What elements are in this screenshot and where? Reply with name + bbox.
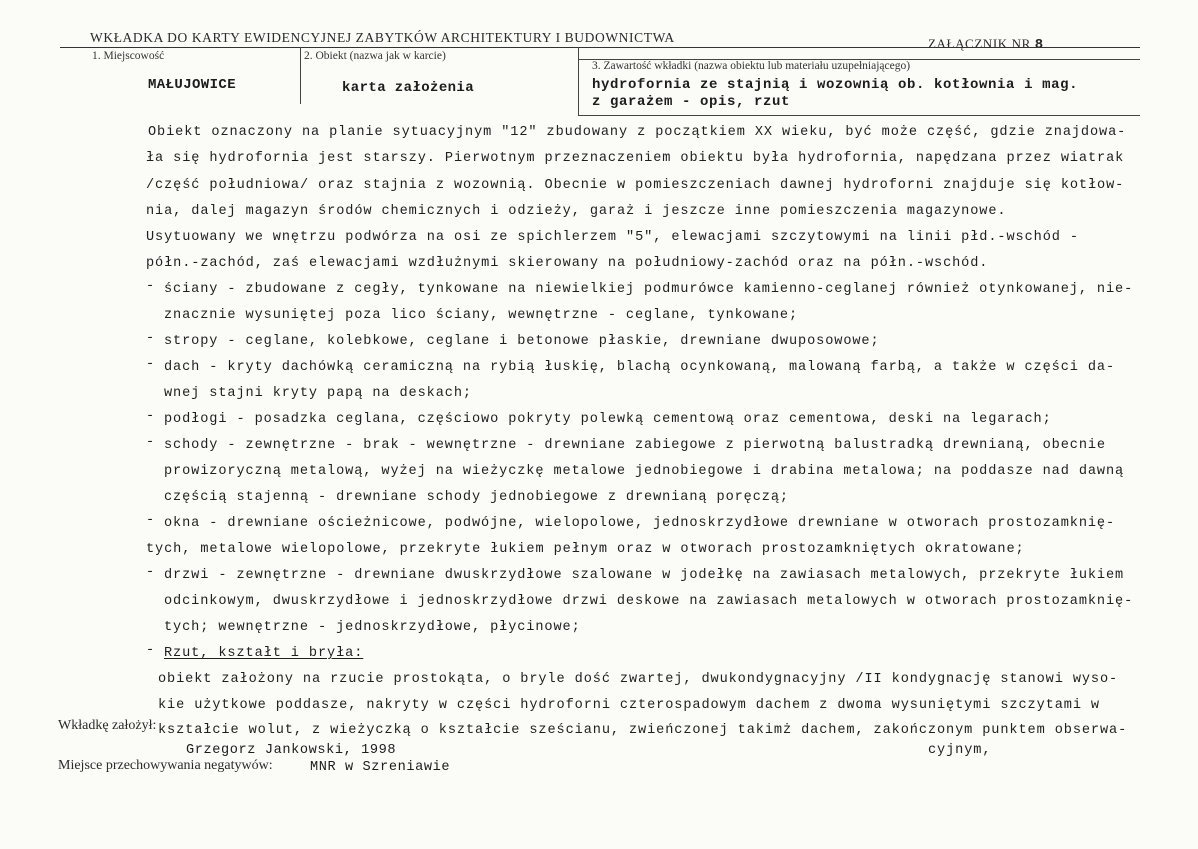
header-rule [60,47,1140,48]
object-value: karta założenia [342,80,475,96]
field-3-bottom-rule [578,115,1140,116]
body-line-25: cyjnym, [928,743,992,758]
body-line-10: dach - kryty dachówką ceramiczną na rybią łuskię, blachą ocynkowaną, malowaną farbą, a także w części da- [164,360,1116,375]
field-divider-2 [578,47,579,116]
body-line-14: prowizoryczną metalową, wyżej na wieżyczkę metalowe jednobiegowe i drabina metalowa; na poddasze nad dawną [164,464,1125,479]
body-line-22: obiekt założony na rzucie prostokąta, o bryle dość zwartej, dwukondygnacyjny /II kondygnację stanowi wyso- [158,672,1119,687]
bullet-walls: - [146,279,156,294]
body-line-17: tych, metalowe wielopolowe, przekryte łukiem pełnym oraz w otworach prostozamkniętych okratowane; [146,542,1025,557]
body-line-15: częścią stajenną - drewniane schody jednobiegowe z drewnianą poręczą; [164,490,789,505]
body-line-20: tych; wewnętrzne - jednoskrzydłowe, płycinowe; [164,620,581,635]
content-line-1: hydrofornia ze stajnią i wozownią ob. kotłownia i mag. [592,77,1079,93]
body-line-8: znacznie wysuniętej poza lico ściany, wewnętrzne - ceglane, tynkowane; [164,308,799,323]
body-line-7: ściany - zbudowane z cegły, tynkowane na niewielkiej podmurówce kamienno-ceglanej również otynkowanej, nie- [164,282,1134,297]
body-line-23: kie użytkowe poddasze, nakryty w części hydroforni czterospadowym dachem z dwoma wysuniętymi szczytami w [158,698,1100,713]
body-line-6: półn.-zachód, zaś elewacjami wzdłużnymi skierowany na południowy-zachód oraz na półn.-wschód. [146,256,989,271]
author-value: Grzegorz Jankowski, 1998 [186,743,397,758]
section-heading-plan: Rzut, kształt i bryła: [164,646,364,661]
body-line-2: ła się hydrofornia jest starszy. Pierwotnym przeznaczeniem obiektu była hydrofornia, napędzana przez wiatrak [146,151,1125,166]
field-divider-1 [300,47,301,104]
bullet-plan: - [146,643,156,658]
body-line-24: kształcie wolut, z wieżyczką o kształcie sześcianu, zwieńczonej takimż dachem, zakończonym punktem obserwa- [158,723,1128,738]
bullet-floors: - [146,409,156,424]
body-line-13: schody - zewnętrzne - brak - wewnętrzne - drewniane zabiegowe z pierwotną balustradką drewnianą, obecnie [164,438,1106,453]
bullet-roof: - [146,357,156,372]
body-line-18: drzwi - zewnętrzne - drewniane dwuskrzydłowe szalowane w jodełkę na zawiasach metalowych, przekryte łukiem [164,568,1125,583]
form-title: WKŁADKA DO KARTY EWIDENCYJNEJ ZABYTKÓW ARCHITEKTURY I BUDOWNICTWA [90,30,675,45]
body-line-11: wnej stajni kryty papą na deskach; [164,386,472,401]
body-line-19: odcinkowym, dwuskrzydłowe i jednoskrzydłowe drzwi deskowe na zawiasach metalowych w otworach prostozamknię- [164,594,1134,609]
field-2-label: 2. Obiekt (nazwa jak w karcie) [304,50,446,62]
bullet-stairs: - [146,435,156,450]
annex-number: 8 [1034,37,1044,53]
negatives-value: MNR w Szreniawie [310,760,451,775]
field-3-label: 3. Zawartość wkładki (nazwa obiektu lub materiału uzupełniającego) [592,60,911,72]
bullet-ceilings: - [146,331,156,346]
locality-value: MAŁUJOWICE [148,77,237,93]
annex-label-text: ZAŁĄCZNIK NR [928,36,1031,51]
body-line-16: okna - drewniane ościeżnicowe, podwójne, wielopolowe, jednoskrzydłowe drewniane w otworach prostozamknię- [164,516,1116,531]
field-1-label: 1. Miejscowość [92,50,165,62]
body-line-4: nia, dalej magazyn środów chemicznych i odzieży, garaż i jeszcze inne pomieszczenia magazynowe. [146,204,1007,219]
bullet-windows: - [146,513,156,528]
body-line-5: Usytuowany we wnętrzu podwórza na osi ze spichlerzem "5", elewacjami szczytowymi na linii płd.-wschód - [146,230,1079,245]
bullet-doors: - [146,565,156,580]
content-line-2: z garażem - opis, rzut [592,94,791,110]
body-line-12: podłogi - posadzka ceglana, częściowo pokryty polewką cementową oraz cementowa, deski na legarach; [164,412,1052,427]
body-line-3: /część południowa/ oraz stajnia z wozownią. Obecnie w pomieszczeniach dawnej hydroforni znajduje się kotłow- [146,178,1125,193]
negatives-label: Miejsce przechowywania negatywów: [58,758,273,773]
body-line-1: Obiekt oznaczony na planie sytuacyjnym "12" zbudowany z początkiem XX wieku, być może część, gdzie znajdowa- [148,125,1127,140]
author-label: Wkładkę założył: [58,718,157,733]
body-line-9: stropy - ceglane, kolebkowe, ceglane i betonowe płaskie, drewniane dwuposowowe; [164,334,880,349]
annex-label [928,36,1044,53]
